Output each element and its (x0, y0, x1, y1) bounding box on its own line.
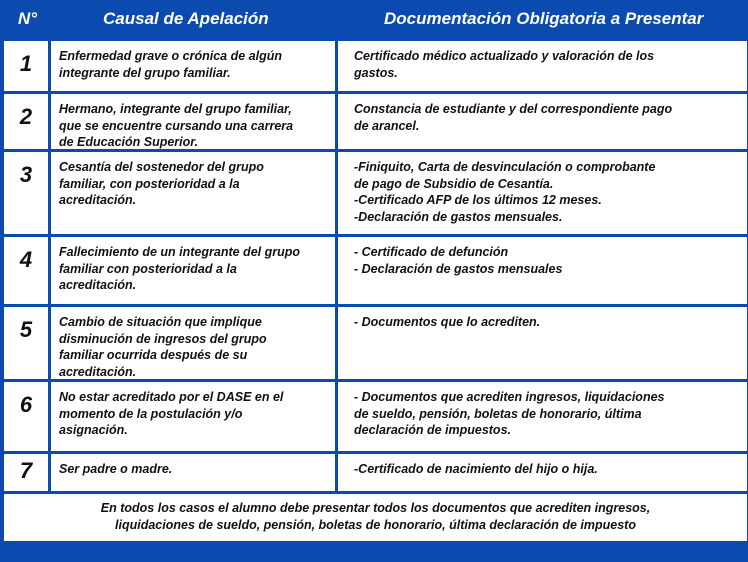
cause-cell (51, 41, 335, 91)
documents-text: Constancia de estudiante y del correspondiente pago de arancel. (354, 102, 673, 133)
row-number: 4 (19, 247, 33, 272)
cause-text: Fallecimiento de un integrante del grupo familiar con posterioridad a la acreditación. (59, 245, 300, 292)
row-number: 6 (19, 392, 33, 417)
table-row (0, 237, 748, 304)
table-row (0, 307, 748, 379)
header-cause: Causal de Apelación (103, 9, 269, 28)
cause-cell (51, 237, 335, 304)
table-row (0, 94, 748, 149)
row-number: 5 (19, 317, 33, 342)
cause-text: Hermano, integrante del grupo familiar, que se encuentre cursando una carrera de Educación Superior. (59, 102, 294, 149)
cause-text: Ser padre o madre. (59, 462, 173, 476)
documents-text: - Documentos que acrediten ingresos, liquidaciones de sueldo, pensión, boletas de honorario, última declaración de impuestos. (354, 390, 665, 437)
row-number-cell (4, 307, 48, 379)
documents-cell (338, 237, 747, 304)
documents-cell (338, 307, 747, 379)
table-header (0, 0, 748, 38)
documents-text: -Certificado de nacimiento del hijo o hija. (354, 462, 598, 476)
cause-cell (51, 152, 335, 234)
documents-cell (338, 94, 747, 149)
row-number: 7 (19, 458, 33, 483)
documents-text: -Finiquito, Carta de desvinculación o comprobante de pago de Subsidio de Cesantía. -Certificado AFP de los últimos 12 meses. -Declaración de gastos mensuales. (354, 160, 656, 224)
footer-note: En todos los casos el alumno debe presentar todos los documentos que acrediten ingresos, liquidaciones de sueldo, pensión, boletas de honorario, última declaración de impuesto (100, 501, 651, 532)
table-row (0, 382, 748, 451)
cause-text: No estar acreditado por el DASE en el momento de la postulación y/o asignación. (59, 390, 284, 437)
documents-cell (338, 382, 747, 451)
row-number-cell (4, 41, 48, 91)
cause-text: Cambio de situación que implique disminución de ingresos del grupo familiar ocurrida después de su acreditación. (59, 315, 267, 379)
row-number: 2 (19, 104, 33, 129)
cause-text: Enfermedad grave o crónica de algún integrante del grupo familiar. (59, 49, 282, 80)
table-row (0, 41, 748, 91)
row-number-cell (4, 94, 48, 149)
documents-text: Certificado médico actualizado y valoración de los gastos. (354, 49, 655, 80)
documents-cell (338, 41, 747, 91)
documents-text: - Documentos que lo acrediten. (354, 315, 541, 329)
row-number: 3 (19, 162, 33, 187)
documents-cell (338, 152, 747, 234)
table-row (0, 454, 748, 491)
header-documents: Documentación Obligatoria a Presentar (384, 9, 704, 28)
row-number-cell (4, 152, 48, 234)
header-number: N° (18, 9, 38, 28)
row-number-cell (4, 454, 48, 491)
row-number-cell (4, 382, 48, 451)
table-row (0, 152, 748, 234)
cause-cell (51, 382, 335, 451)
documents-text: - Certificado de defunción - Declaración de gastos mensuales (354, 245, 563, 276)
row-number: 1 (19, 51, 33, 76)
cause-cell (51, 454, 335, 491)
documents-cell (338, 454, 747, 491)
row-number-cell (4, 237, 48, 304)
cause-cell (51, 307, 335, 379)
cause-cell (51, 94, 335, 149)
cause-text: Cesantía del sostenedor del grupo familiar, con posterioridad a la acreditación. (59, 160, 264, 207)
footer-note-cell (4, 494, 747, 541)
